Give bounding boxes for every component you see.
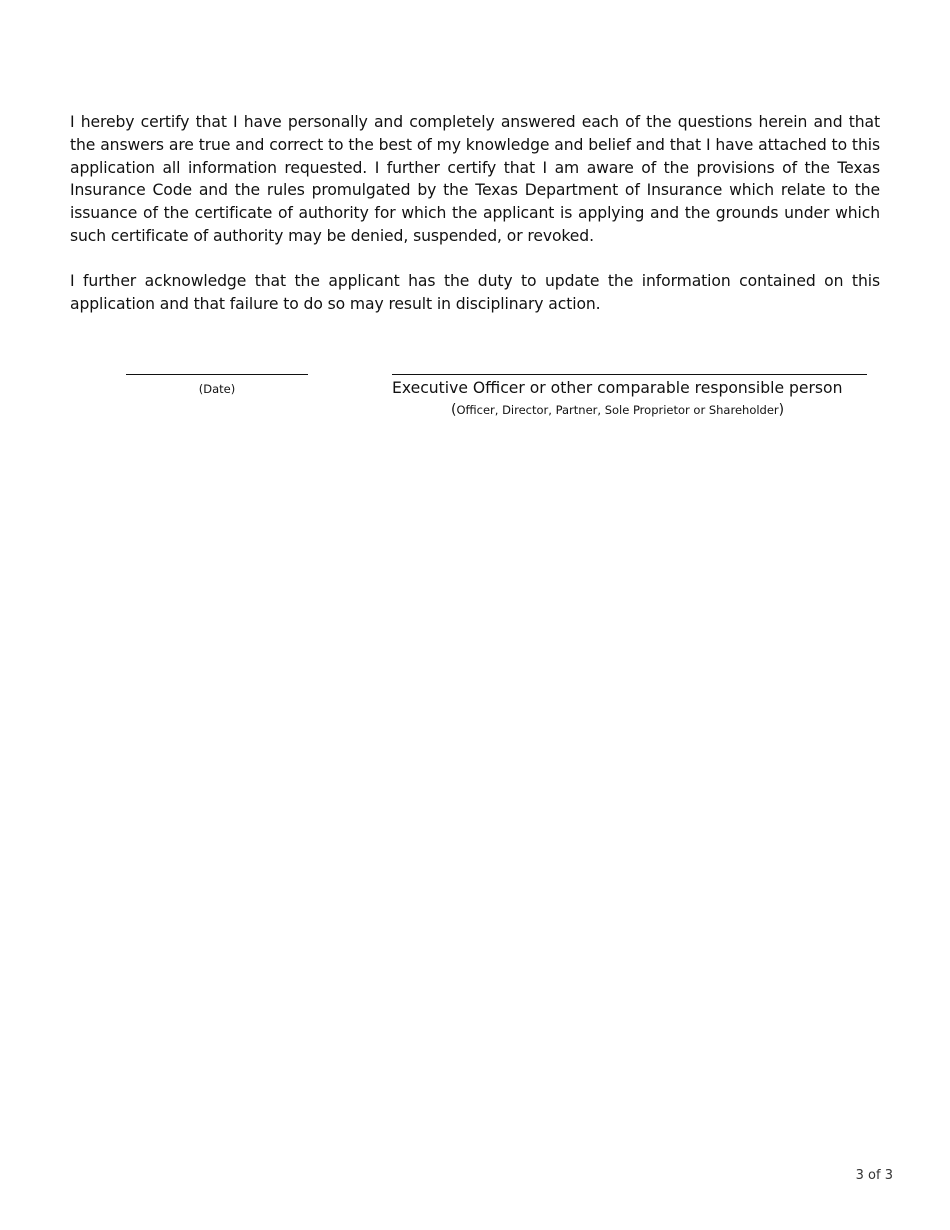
officer-subtitle xyxy=(451,400,784,420)
acknowledgement-paragraph: I further acknowledge that the applicant has the duty to update the information contained on this application and that failure to do so may result in disciplinary action. xyxy=(70,272,880,313)
officer-signature-line xyxy=(392,374,867,375)
officer-subtitle-open-paren: ( xyxy=(451,402,457,418)
date-label: (Date) xyxy=(198,382,236,396)
date-signature-line xyxy=(126,374,308,375)
officer-subtitle-text: Officer, Director, Partner, Sole Proprietor or Shareholder xyxy=(456,403,779,417)
officer-subtitle-close-paren: ) xyxy=(778,402,785,418)
page-number: 3 of 3 xyxy=(855,1168,893,1183)
officer-title-label: Executive Officer or other comparable responsible person xyxy=(392,379,843,397)
certification-paragraph: I hereby certify that I have personally and completely answered each of the questions herein and that the answers are true and correct to the best of my knowledge and belief and that I have attached to this application all information requested. I further certify that I am aware of the provisions of the Texas Insurance Code and the rules promulgated by the Texas Department of Insurance which relate to the issuance of the certificate of authority for which the applicant is applying and the grounds under which such certificate of authority may be denied, suspended, or revoked. xyxy=(70,113,880,245)
